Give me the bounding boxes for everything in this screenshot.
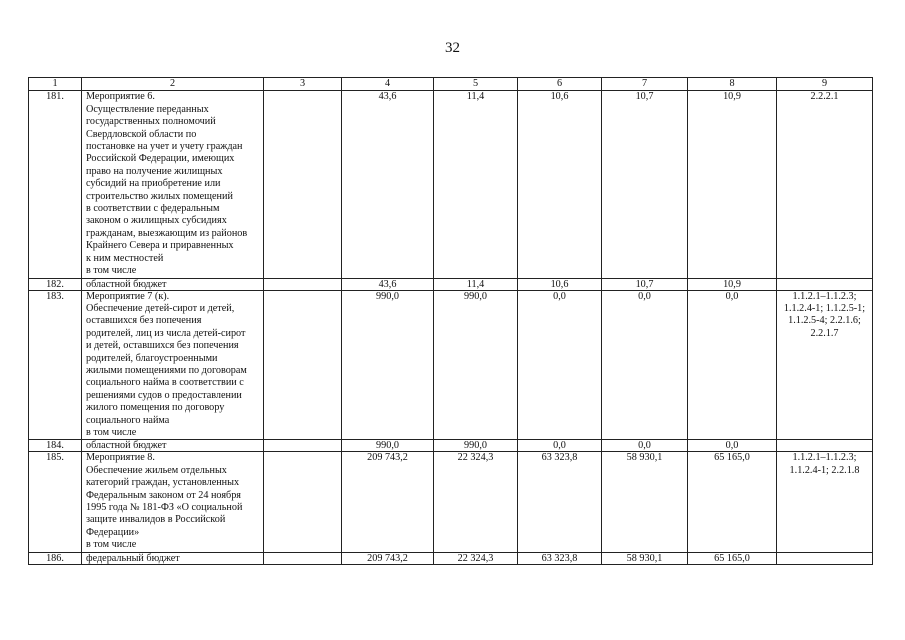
page-number: 32: [445, 40, 460, 56]
table-row: [29, 440, 873, 452]
table-row: [29, 452, 873, 552]
row-year-3: 58 930,1: [602, 552, 688, 564]
row-year-2: 10,6: [518, 278, 602, 290]
column-header: 4: [342, 78, 434, 91]
row-col3: [264, 440, 342, 452]
row-year-4: 10,9: [688, 278, 777, 290]
row-year-4: 10,9: [688, 91, 777, 278]
row-year-2: 10,6: [518, 91, 602, 278]
row-number: 183.: [29, 290, 82, 440]
row-description: Мероприятие 8. Обеспечение жильем отдельных категорий граждан, установленных Федеральным законом от 24 ноября 1995 года № 181-ФЗ «О социальной защите инвалидов в Российской Федерации» в том числе: [82, 452, 264, 552]
table-row: [29, 290, 873, 440]
row-total: 209 743,2: [342, 452, 434, 552]
column-header: 6: [518, 78, 602, 91]
row-total: 43,6: [342, 91, 434, 278]
row-year-2: 63 323,8: [518, 552, 602, 564]
row-year-4: 65 165,0: [688, 552, 777, 564]
column-header: 3: [264, 78, 342, 91]
program-table: [28, 77, 873, 565]
row-number: 186.: [29, 552, 82, 564]
row-year-1: 22 324,3: [434, 552, 518, 564]
row-number: 182.: [29, 278, 82, 290]
table-row: [29, 278, 873, 290]
row-total: 43,6: [342, 278, 434, 290]
row-year-4: 0,0: [688, 440, 777, 452]
row-year-4: 0,0: [688, 290, 777, 440]
row-total: 990,0: [342, 290, 434, 440]
row-number: 184.: [29, 440, 82, 452]
row-total: 209 743,2: [342, 552, 434, 564]
row-year-3: 0,0: [602, 290, 688, 440]
row-year-2: 0,0: [518, 440, 602, 452]
row-year-3: 58 930,1: [602, 452, 688, 552]
row-target-codes: 1.1.2.1–1.1.2.3; 1.1.2.4-1; 1.1.2.5-1; 1.1.2.5-4; 2.2.1.6; 2.2.1.7: [777, 290, 873, 440]
column-header: 1: [29, 78, 82, 91]
row-number: 185.: [29, 452, 82, 552]
row-year-1: 11,4: [434, 278, 518, 290]
column-header: 5: [434, 78, 518, 91]
row-description: федеральный бюджет: [82, 552, 264, 564]
table-row: [29, 91, 873, 278]
row-description: Мероприятие 7 (к). Обеспечение детей-сирот и детей, оставшихся без попечения родителей, лиц из числа детей-сирот и детей, оставшихся без попечения родителей, благоустроенными жилыми помещениями по договорам социального найма в соответствии с решениями судов о предоставлении жилого помещения по договору социального найма в том числе: [82, 290, 264, 440]
row-description: Мероприятие 6. Осуществление переданных государственных полномочий Свердловской области по постановке на учет и учету граждан Российской Федерации, имеющих право на получение жилищных субсидий на приобретение или строительство жилых помещений в соответствии с федеральным законом о жилищных субсидиях гражданам, выезжающим из районов Крайнего Севера и приравненных к ним местностей в том числе: [82, 91, 264, 278]
table-header-row: [29, 78, 873, 91]
row-year-1: 11,4: [434, 91, 518, 278]
row-year-2: 0,0: [518, 290, 602, 440]
column-header: 8: [688, 78, 777, 91]
row-col3: [264, 452, 342, 552]
row-number: 181.: [29, 91, 82, 278]
row-total: 990,0: [342, 440, 434, 452]
row-target-codes: [777, 440, 873, 452]
row-year-4: 65 165,0: [688, 452, 777, 552]
row-target-codes: [777, 552, 873, 564]
row-col3: [264, 290, 342, 440]
row-year-3: 0,0: [602, 440, 688, 452]
row-description: областной бюджет: [82, 440, 264, 452]
row-target-codes: 1.1.2.1–1.1.2.3; 1.1.2.4-1; 2.2.1.8: [777, 452, 873, 552]
row-col3: [264, 91, 342, 278]
row-year-1: 990,0: [434, 440, 518, 452]
row-col3: [264, 278, 342, 290]
table-row: [29, 552, 873, 564]
row-year-1: 990,0: [434, 290, 518, 440]
row-year-2: 63 323,8: [518, 452, 602, 552]
row-description: областной бюджет: [82, 278, 264, 290]
column-header: 7: [602, 78, 688, 91]
row-col3: [264, 552, 342, 564]
row-target-codes: [777, 278, 873, 290]
row-year-3: 10,7: [602, 91, 688, 278]
column-header: 2: [82, 78, 264, 91]
row-year-1: 22 324,3: [434, 452, 518, 552]
row-target-codes: 2.2.2.1: [777, 91, 873, 278]
row-year-3: 10,7: [602, 278, 688, 290]
column-header: 9: [777, 78, 873, 91]
